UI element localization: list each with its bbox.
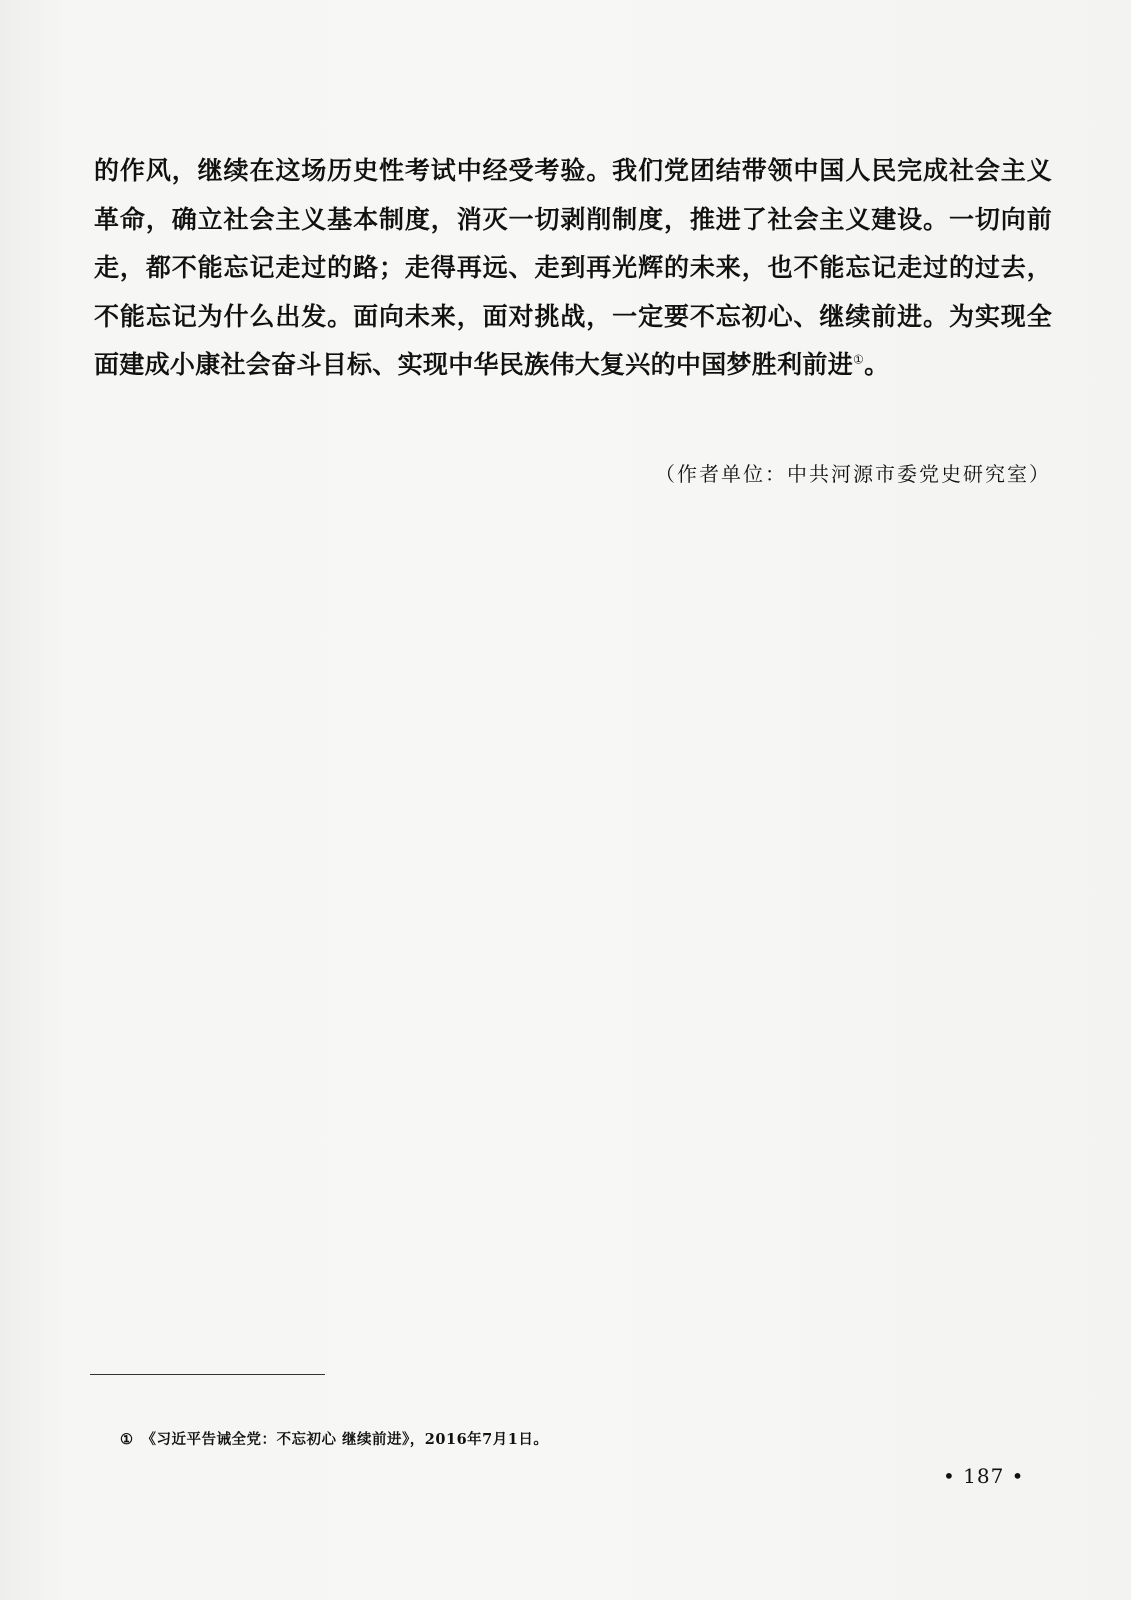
footnote-reference: ①: [853, 352, 865, 367]
paragraph-text: 的作风，继续在这场历史性考试中经受考验。我们党团结带领中国人民完成社会主义革命，确立社会主义基本制度，消灭一切剥削制度，推进了社会主义建设。一切向前走，都不能忘记走过的路；走得再远、走到再光辉的未来，也不能忘记走过的过去，不能忘记为什么出发。面向未来，面对挑战，一定要不忘初心、继续前进。为实现全面建成小康社会奋斗目标、实现中华民族伟大复兴的中国梦胜利前进: [94, 156, 1052, 379]
footnote-mark: ①: [120, 1431, 134, 1448]
footnote-text: 《习近平告诫全党：不忘初心 继续前进》，2016年7月1日。: [141, 1431, 549, 1448]
body-paragraph: [94, 147, 1052, 390]
page-number: • 187 •: [943, 1464, 1025, 1488]
footnote: [120, 1428, 548, 1449]
author-affiliation: （作者单位：中共河源市委党史研究室）: [655, 462, 1051, 486]
paragraph-ending: 。: [864, 350, 890, 379]
paragraph: [94, 147, 1052, 390]
footnote-divider: [90, 1374, 325, 1375]
